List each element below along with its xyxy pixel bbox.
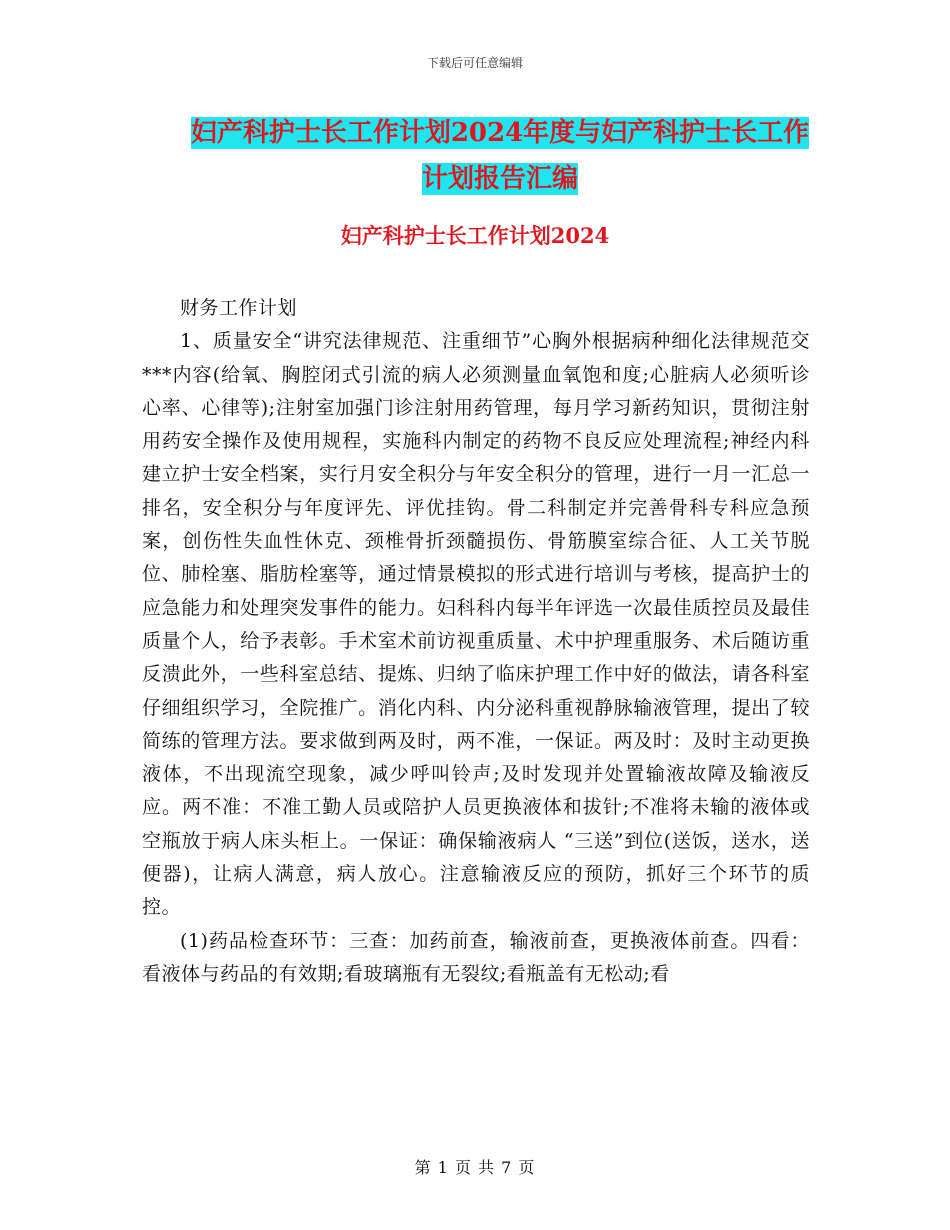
document-title-line-2: 计划报告汇编 — [421, 164, 578, 194]
section-title: 妇产科护士长工作计划2024 — [340, 223, 610, 248]
page-header: 下载后可任意编辑 — [426, 56, 523, 70]
page-number: 第 1 页 共 7 页 — [414, 1158, 536, 1177]
paragraph-heading: 财务工作计划 — [180, 297, 298, 319]
document-body — [142, 292, 810, 991]
paragraph: 1、质量安全“讲究法律规范、注重细节”心胸外根据病种细化法律规范交***内容(给氧、胸腔闭式引流的病人必须测量血氧饱和度;心脏病人必须听诊心率、心律等);注射室加强门诊注射用药管理，每月学习新药知识，贯彻注射用药安全操作及使用规程，实施科内制定的药物不良反应处理流程;神经内科建立护士安全档案，实行月安全积分与年安全积分的管理，进行一月一汇总一排名，安全积分与年度评先、评优挂钩。骨二科制定并完善骨科专科应急预案，创伤性失血性休克、颈椎骨折颈髓损伤、骨筋膜室综合征、人工关节脱位、肺栓塞、脂肪栓塞等，通过情景模拟的形式进行培训与考核，提高护士的应急能力和处理突发事件的能力。妇科科内每半年评选一次最佳质控员及最佳质量个人，给予表彰。手术室术前访视重质量、术中护理重服务、术后随访重反溃此外，一些科室总结、提炼、归纳了临床护理工作中好的做法，请各科室仔细组织学习，全院推广。消化内科、内分泌科重视静脉输液管理，提出了较简练的管理方法。要求做到两及时，两不准，一保证。两及时：及时主动更换液体，不出现流空现象，减少呼叫铃声;及时发现并处置输液故障及输液反应。两不准：不准工勤人员或陪护人员更换液体和拔针;不准将未输的液体或空瓶放于病人床头柜上。一保证：确保输液病人 “三送”到位(送饭，送水，送便器)，让病人满意，病人放心。注意输液反应的预防，抓好三个环节的质控。 — [142, 330, 810, 919]
document-title-line-1: 妇产科护士长工作计划2024年度与妇产科护士长工作 — [190, 118, 810, 148]
document-title — [140, 110, 860, 202]
paragraph: (1)药品检查环节：三查：加药前查，输液前查，更换液体前查。四看：看液体与药品的有效期;看玻璃瓶有无裂纹;看瓶盖有无松动;看 — [142, 929, 810, 985]
